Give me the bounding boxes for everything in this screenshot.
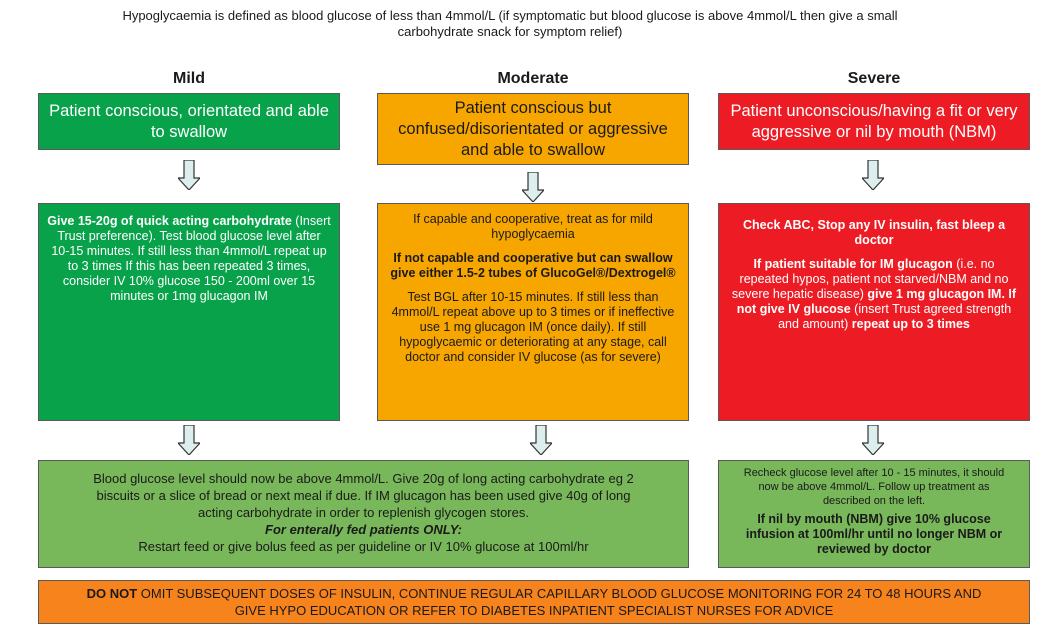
severe-condition: Patient unconscious/having a fit or very aggressive or nil by mouth (NBM) [730,101,1018,141]
recheck-text: Recheck glucose level after 10 - 15 minutes, it should now be above 4mmol/L. Follow up treatment as described on the left. [743,467,1005,507]
mild-condition: Patient conscious, orientated and able to swallow [49,101,329,141]
severe-condition-box [718,93,1030,150]
down-arrow-icon [178,160,200,190]
definition-line-2: carbohydrate snack for symptom relief) [397,24,623,39]
footer-warning: DO NOT OMIT SUBSEQUENT DOSES OF INSULIN, CONTINUE REGULAR CAPILLARY BLOOD GLUCOSE MONITORING FOR 24 TO 48 HOURS AND GIVE HYPO EDUCATION OR REFER TO DIABETES INPATIENT SPECIALIST NURSES FOR ADVICE [86,586,982,618]
moderate-treatment-box [377,203,689,421]
severe-treatment-p1: Check ABC, Stop any IV insulin, fast bleep a doctor [742,218,1006,247]
followup-text: Blood glucose level should now be above 4mmol/L. Give 20g of long acting carbohydrate eg 2 biscuits or a slice of bread or next meal if due. If IM glucagon has been used give 40g of long acting carbohydrate in order to replenish glycogen stores. [93,471,634,520]
mild-condition-box [38,93,340,150]
severe-treatment-p2: If patient suitable for IM glucagon (i.e. no repeated hypos, patient not starved/NBM and no severe hepatic disease) give 1 mg glucagon IM. If not give IV glucose (insert Trust agreed strength and amount) repeat up to 3 times [731,257,1017,331]
footer-warning-box [38,580,1030,624]
moderate-condition-box [377,93,689,165]
enteral-heading: For enterally fed patients ONLY: [265,522,462,537]
enteral-text: Restart feed or give bolus feed as per guideline or IV 10% glucose at 100ml/hr [138,539,589,554]
moderate-treatment-p2: If not capable and cooperative but can swallow give either 1.5-2 tubes of GlucoGel®/Dextrogel® [390,251,676,280]
moderate-heading: Moderate [497,70,569,87]
recheck-box [718,460,1030,568]
definition-line-1: Hypoglycaemia is defined as blood glucose of less than 4mmol/L (if symptomatic but blood glucose is above 4mmol/L then give a small [122,8,898,23]
severe-treatment-box [718,203,1030,421]
moderate-treatment-p1: If capable and cooperative, treat as for mild hypoglycaemia [413,212,653,241]
down-arrow-icon [862,160,884,190]
hypoglycaemia-definition [70,8,950,40]
down-arrow-icon [530,425,552,455]
moderate-condition: Patient conscious but confused/disorientated or aggressive and able to swallow [398,98,668,159]
moderate-treatment-p3: Test BGL after 10-15 minutes. If still less than 4mmol/L repeat above up to 3 times or if ineffective use 1 mg glucagon IM (once daily). If still hypoglycaemic or deteriorating at any stage, call doctor and consider IV glucose (as for severe) [391,290,675,364]
mild-treatment: Give 15-20g of quick acting carbohydrate (Insert Trust preference). Test blood glucose level after 10-15 minutes. If still less than 4mmol/L repeat up to 3 times If this has been repeated 3 times, consider IV 10% glucose 150 - 200ml over 15 minutes or 1mg glucagon IM [47,214,331,303]
followup-box [38,460,689,568]
nbm-instruction: If nil by mouth (NBM) give 10% glucose infusion at 100ml/hr until no longer NBM or reviewed by doctor [745,512,1003,556]
down-arrow-icon [178,425,200,455]
severe-heading: Severe [847,70,901,87]
mild-heading: Mild [173,70,205,87]
down-arrow-icon [522,172,544,202]
mild-treatment-box [38,203,340,421]
down-arrow-icon [862,425,884,455]
